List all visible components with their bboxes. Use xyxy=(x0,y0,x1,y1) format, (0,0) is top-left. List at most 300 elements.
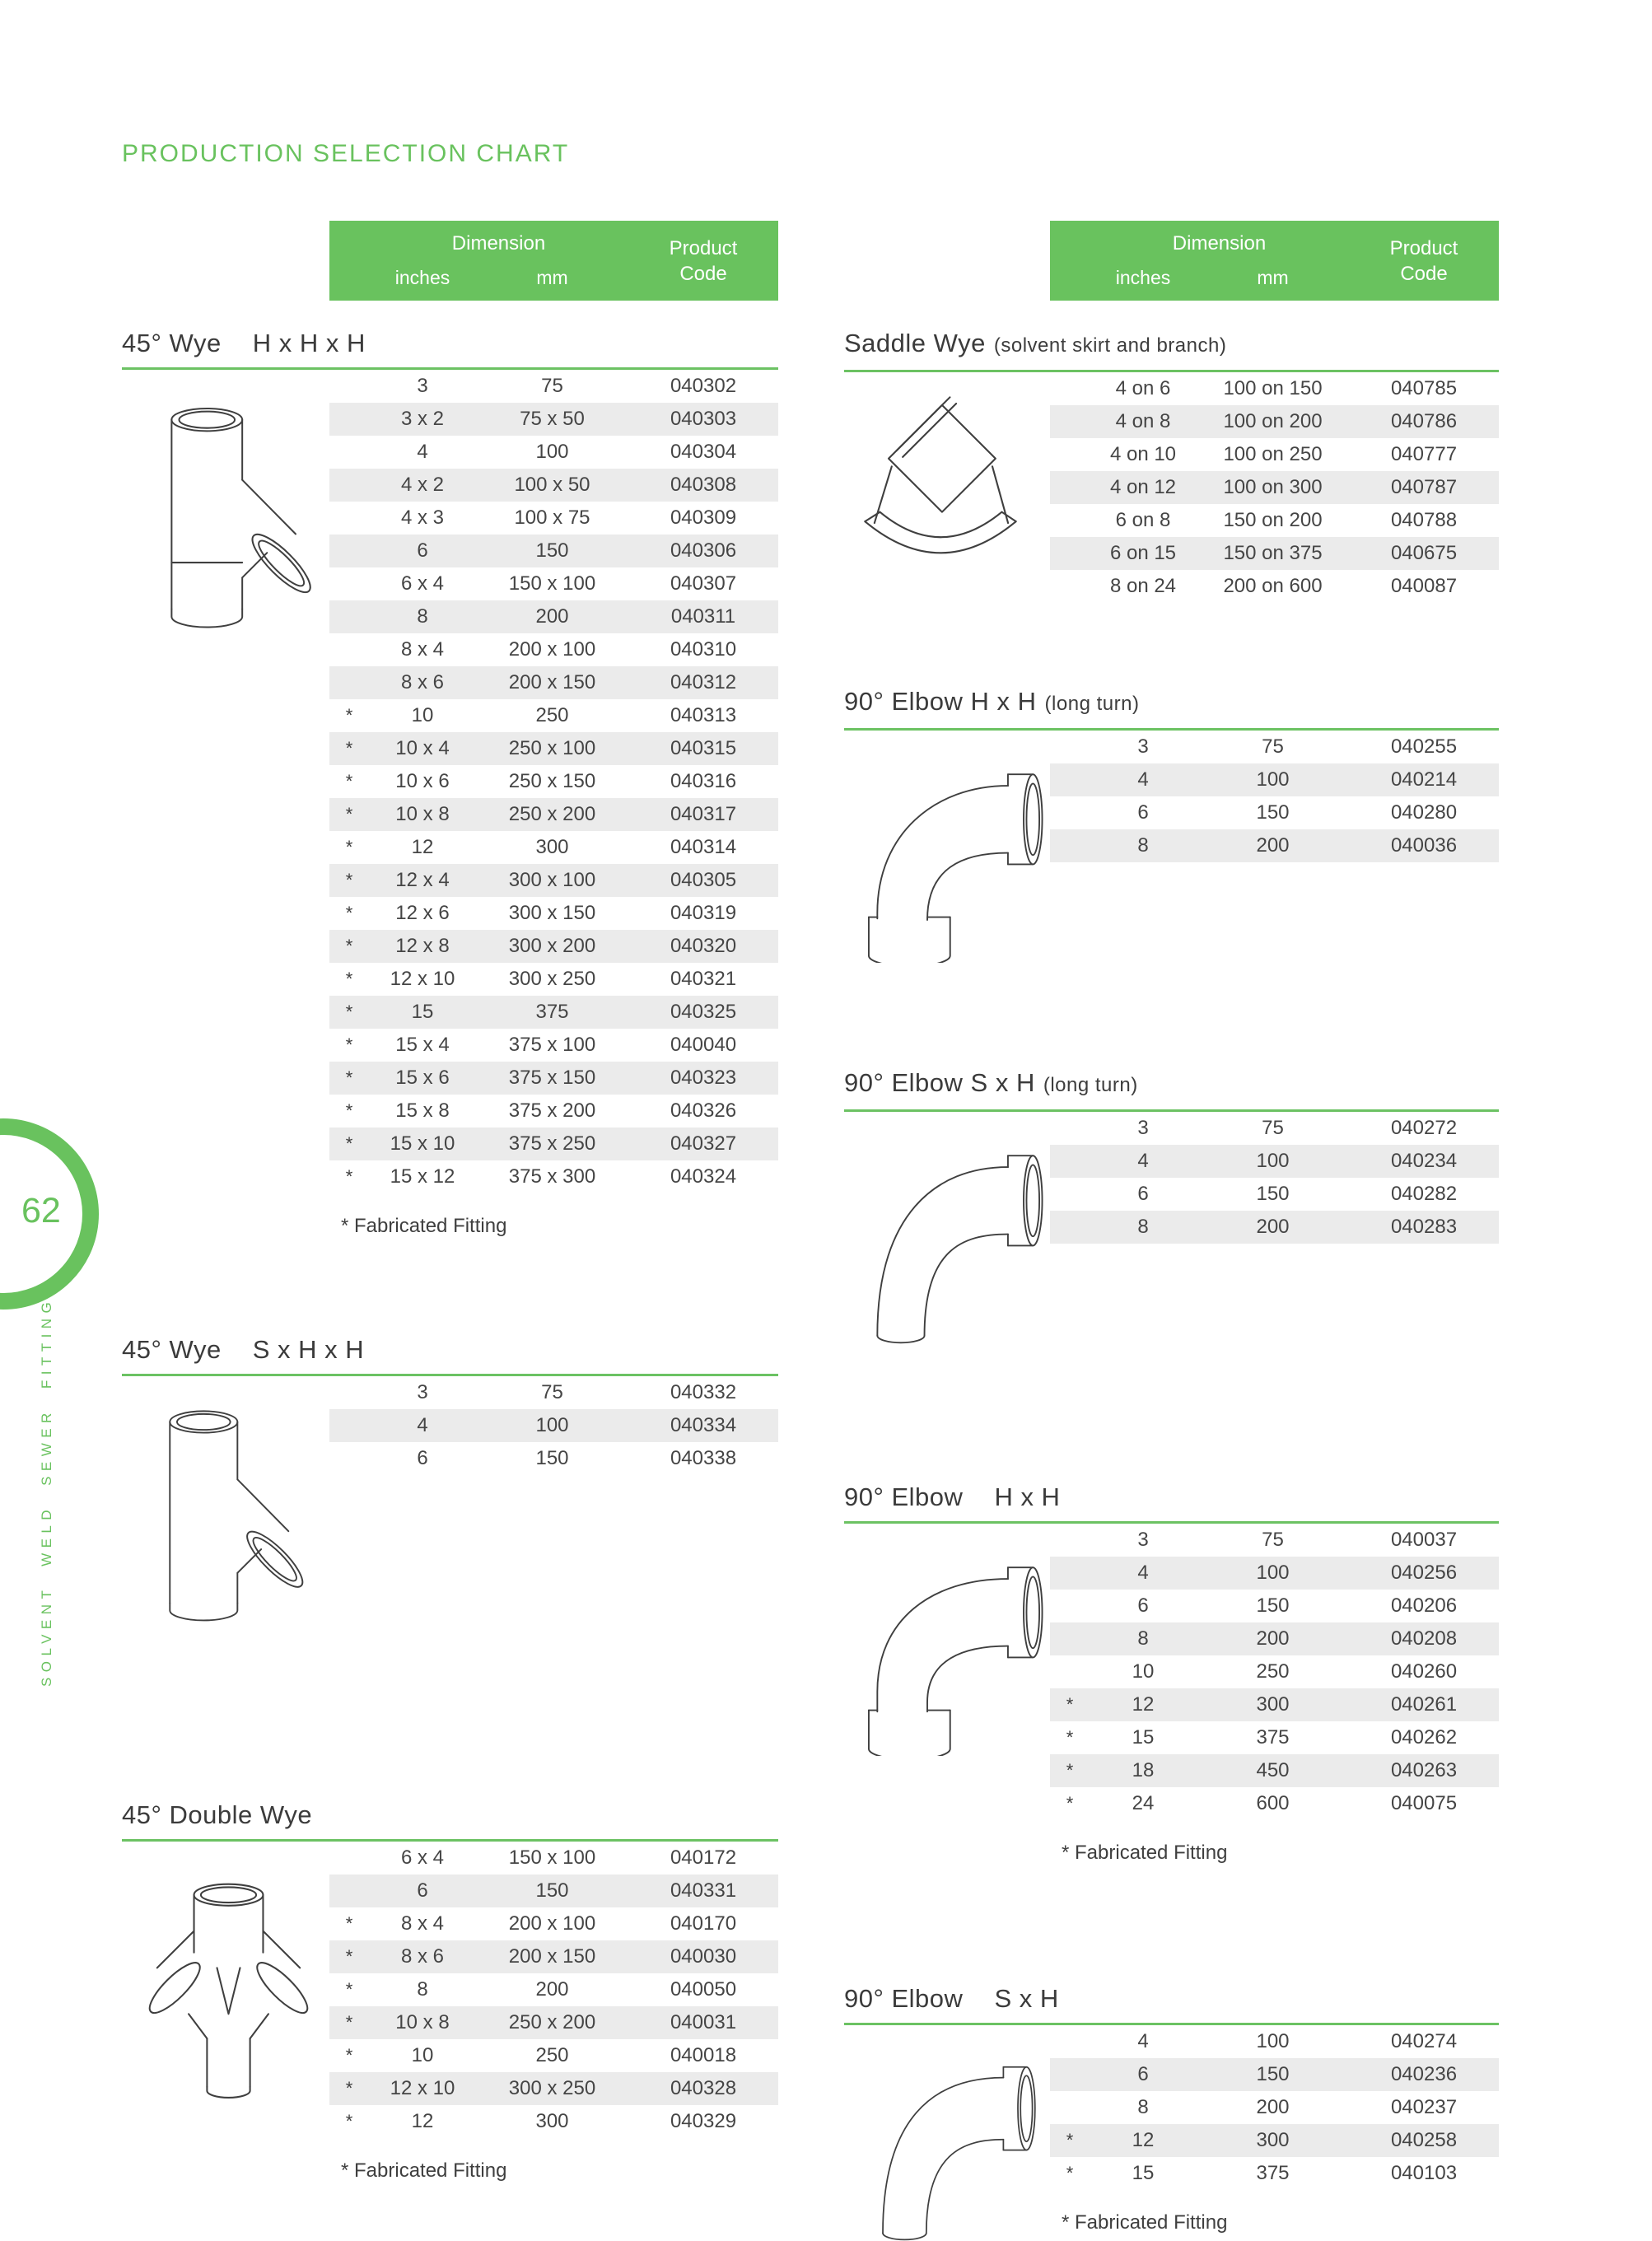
table-row xyxy=(329,666,778,699)
inches-value: 15 x 6 xyxy=(395,1067,450,1089)
table-row xyxy=(1050,537,1499,570)
mm-value: 100 xyxy=(1256,2030,1290,2052)
inches-value: 8 x 6 xyxy=(400,1945,445,1968)
code-value: 040036 xyxy=(1390,834,1458,857)
mm-value: 75 xyxy=(541,375,563,397)
fabricated-marker xyxy=(329,633,369,666)
section-note: (long turn) xyxy=(1044,693,1140,715)
code-value: 040255 xyxy=(1390,735,1458,758)
inches-value: 4 xyxy=(417,441,428,463)
table-row xyxy=(1050,570,1499,603)
section-title: 45° Wye xyxy=(122,1335,222,1364)
code-value: 040075 xyxy=(1390,1792,1458,1814)
mm-value: 75 xyxy=(1262,1117,1284,1139)
fabricated-marker xyxy=(329,1409,369,1442)
inches-value: 3 xyxy=(1137,735,1149,758)
fittings-table xyxy=(1050,1524,1499,1820)
section-heading xyxy=(844,1483,1499,1524)
inches-value: 3 xyxy=(417,1381,428,1403)
table-row xyxy=(1050,1721,1499,1754)
code-value: 040258 xyxy=(1390,2129,1458,2151)
table-row xyxy=(329,469,778,502)
inches-value: 6 xyxy=(1137,801,1149,824)
page-number: 62 xyxy=(21,1191,61,1230)
inches-value: 6 xyxy=(417,1447,428,1469)
code-value: 040263 xyxy=(1390,1759,1458,1781)
code-value: 040172 xyxy=(670,1846,737,1869)
section-note: (solvent skirt and branch) xyxy=(993,334,1227,357)
code-value: 040262 xyxy=(1390,1726,1458,1748)
fabricated-marker: * xyxy=(345,2111,353,2131)
product-code-header: Product Code xyxy=(669,236,738,285)
code-value: 040256 xyxy=(1390,1562,1458,1584)
elbow-hxh-long-illustration xyxy=(844,731,1050,963)
mm-value: 300 xyxy=(535,2110,569,2132)
mm-value: 100 xyxy=(1256,768,1290,791)
mm-value: 200 x 100 xyxy=(508,638,596,661)
mm-value: 375 x 200 xyxy=(508,1099,596,1122)
table-row xyxy=(329,2039,778,2072)
code-value: 040786 xyxy=(1390,410,1458,432)
inches-value: 12 xyxy=(1132,2129,1155,2151)
fabricated-marker xyxy=(1050,1590,1090,1622)
mm-value: 300 xyxy=(535,836,569,858)
code-value: 040103 xyxy=(1390,2162,1458,2184)
fittings-table xyxy=(329,1842,778,2138)
inches-value: 10 xyxy=(411,704,434,726)
table-header-bar-left xyxy=(329,221,778,301)
inches-value: 6 xyxy=(1137,2063,1149,2085)
table-row xyxy=(1050,2091,1499,2124)
table-row xyxy=(1050,1655,1499,1688)
section-heading xyxy=(844,1069,1499,1112)
mm-value: 300 xyxy=(1256,2129,1290,2151)
mm-value: 100 on 200 xyxy=(1223,410,1323,432)
mm-value: 250 x 100 xyxy=(508,737,596,759)
left-column xyxy=(122,221,778,2184)
mm-header: mm xyxy=(536,267,568,288)
table-row xyxy=(329,370,778,403)
inches-value: 6 x 4 xyxy=(400,1846,445,1869)
mm-value: 200 x 150 xyxy=(508,1945,596,1968)
fabricated-marker xyxy=(329,1442,369,1475)
fabricated-marker xyxy=(1050,763,1090,796)
inches-value: 8 xyxy=(417,605,428,628)
section-variant: S x H x H xyxy=(252,1335,365,1364)
inches-header: inches xyxy=(1115,267,1171,288)
mm-value: 300 x 250 xyxy=(508,968,596,990)
fabricated-marker xyxy=(1050,2091,1090,2124)
mm-value: 375 x 250 xyxy=(508,1132,596,1155)
mm-value: 300 x 250 xyxy=(508,2077,596,2099)
code-value: 040311 xyxy=(670,605,736,628)
fabricated-marker: * xyxy=(345,1946,353,1967)
fabricated-marker xyxy=(329,535,369,567)
fabricated-marker xyxy=(1050,471,1090,504)
inches-value: 12 x 4 xyxy=(395,869,450,891)
section-title: Saddle Wye xyxy=(844,329,986,357)
table-row xyxy=(1050,796,1499,829)
mm-value: 150 xyxy=(1256,1594,1290,1617)
table-row xyxy=(329,699,778,732)
inches-value: 4 x 3 xyxy=(400,507,445,529)
mm-value: 250 xyxy=(535,2044,569,2066)
inches-value: 12 x 10 xyxy=(390,968,455,990)
mm-value: 75 x 50 xyxy=(520,408,585,430)
mm-value: 200 x 100 xyxy=(508,1912,596,1935)
section-45-wye-hxhxh xyxy=(122,329,778,1240)
code-value: 040328 xyxy=(670,2077,737,2099)
mm-value: 375 xyxy=(535,1001,569,1023)
mm-value: 100 xyxy=(1256,1562,1290,1584)
code-value: 040018 xyxy=(670,2044,737,2066)
fittings-table xyxy=(329,1376,778,1475)
saddle-wye-illustration xyxy=(844,372,1050,588)
fabricated-marker xyxy=(329,403,369,436)
table-row xyxy=(329,864,778,897)
inches-value: 6 on 8 xyxy=(1115,509,1171,531)
mm-value: 375 x 300 xyxy=(508,1165,596,1188)
fabricated-marker xyxy=(329,600,369,633)
fabricated-marker xyxy=(1050,438,1090,471)
mm-value: 450 xyxy=(1256,1759,1290,1781)
mm-value: 150 x 100 xyxy=(508,572,596,595)
table-row xyxy=(329,567,778,600)
mm-value: 300 x 100 xyxy=(508,869,596,891)
mm-value: 75 xyxy=(1262,735,1284,758)
fabricated-marker: * xyxy=(345,1913,353,1934)
section-title: 45° Double Wye xyxy=(122,1800,313,1829)
code-value: 040332 xyxy=(670,1381,737,1403)
mm-value: 375 x 150 xyxy=(508,1067,596,1089)
code-value: 040274 xyxy=(1390,2030,1458,2052)
fabricated-marker: * xyxy=(345,1001,353,1022)
section-title: 90° Elbow H x H xyxy=(844,687,1037,716)
inches-value: 6 on 15 xyxy=(1109,542,1177,564)
inches-value: 12 xyxy=(411,836,434,858)
table-row xyxy=(1050,1590,1499,1622)
table-row xyxy=(329,600,778,633)
fabricated-fitting-note: * Fabricated Fitting xyxy=(1062,1842,1228,1864)
inches-value: 24 xyxy=(1132,1792,1155,1814)
code-value: 040280 xyxy=(1390,801,1458,824)
table-row xyxy=(329,1376,778,1409)
fabricated-marker: * xyxy=(1066,1793,1074,1814)
mm-value: 250 x 150 xyxy=(508,770,596,792)
table-row xyxy=(1050,2058,1499,2091)
table-row xyxy=(1050,504,1499,537)
table-row xyxy=(1050,1524,1499,1557)
mm-value: 150 x 100 xyxy=(508,1846,596,1869)
code-value: 040303 xyxy=(670,408,737,430)
section-title: 90° Elbow xyxy=(844,1984,964,2013)
code-value: 040777 xyxy=(1390,443,1458,465)
inches-value: 15 xyxy=(1132,2162,1155,2184)
code-value: 040170 xyxy=(670,1912,737,1935)
section-90-elbow-hxh xyxy=(844,1483,1499,1866)
table-row xyxy=(1050,2025,1499,2058)
code-value: 040317 xyxy=(670,803,737,825)
inches-value: 6 xyxy=(1137,1183,1149,1205)
table-row xyxy=(1050,1557,1499,1590)
inches-value: 15 x 4 xyxy=(395,1034,450,1056)
mm-value: 100 on 150 xyxy=(1223,377,1323,399)
code-value: 040237 xyxy=(1390,2096,1458,2118)
inches-value: 10 xyxy=(1132,1660,1155,1683)
code-value: 040261 xyxy=(1390,1693,1458,1716)
inches-value: 10 x 8 xyxy=(395,803,450,825)
inches-value: 4 x 2 xyxy=(400,474,445,496)
inches-value: 12 xyxy=(1132,1693,1155,1716)
fabricated-marker xyxy=(1050,731,1090,763)
fabricated-marker: * xyxy=(345,903,353,923)
inches-value: 3 xyxy=(1137,1529,1149,1551)
fabricated-marker: * xyxy=(345,870,353,890)
inches-value: 8 x 4 xyxy=(400,1912,445,1935)
inches-value: 12 xyxy=(411,2110,434,2132)
table-row xyxy=(1050,405,1499,438)
table-row xyxy=(1050,731,1499,763)
fabricated-marker: * xyxy=(1066,1760,1074,1781)
table-row xyxy=(1050,2157,1499,2190)
inches-value: 12 x 6 xyxy=(395,902,450,924)
code-value: 040310 xyxy=(670,638,737,661)
mm-value: 100 on 250 xyxy=(1223,443,1323,465)
code-value: 040305 xyxy=(670,869,737,891)
elbow-sxh-long-illustration xyxy=(844,1112,1050,1344)
inches-value: 4 xyxy=(417,1414,428,1436)
inches-value: 4 xyxy=(1137,768,1149,791)
mm-value: 150 xyxy=(1256,2063,1290,2085)
table-row xyxy=(329,2006,778,2039)
table-row xyxy=(329,1973,778,2006)
mm-value: 100 xyxy=(1256,1150,1290,1172)
table-row xyxy=(329,2072,778,2105)
mm-value: 200 xyxy=(535,1978,569,2001)
inches-value: 6 xyxy=(417,1879,428,1902)
section-title: 45° Wye xyxy=(122,329,222,357)
code-value: 040306 xyxy=(670,539,737,562)
inches-value: 6 x 4 xyxy=(400,572,445,595)
table-row xyxy=(329,1128,778,1160)
table-row xyxy=(329,2105,778,2138)
fabricated-marker: * xyxy=(345,1133,353,1154)
code-value: 040785 xyxy=(1390,377,1458,399)
mm-value: 250 xyxy=(1256,1660,1290,1683)
table-row xyxy=(329,798,778,831)
code-value: 040302 xyxy=(670,375,737,397)
table-row xyxy=(329,765,778,798)
mm-value: 250 x 200 xyxy=(508,803,596,825)
table-row xyxy=(329,633,778,666)
code-value: 040675 xyxy=(1390,542,1458,564)
code-value: 040087 xyxy=(1390,575,1458,597)
mm-value: 150 on 375 xyxy=(1223,542,1323,564)
inches-value: 8 xyxy=(1137,1627,1149,1650)
table-row xyxy=(329,1160,778,1193)
mm-value: 75 xyxy=(541,1381,563,1403)
code-value: 040304 xyxy=(670,441,737,463)
code-value: 040206 xyxy=(1390,1594,1458,1617)
inches-value: 3 xyxy=(417,375,428,397)
table-row xyxy=(1050,763,1499,796)
inches-value: 4 xyxy=(1137,1150,1149,1172)
table-row xyxy=(329,1029,778,1062)
code-value: 040327 xyxy=(670,1132,737,1155)
table-row xyxy=(1050,1787,1499,1820)
fabricated-marker xyxy=(1050,1178,1090,1211)
fabricated-marker xyxy=(1050,1655,1090,1688)
code-value: 040308 xyxy=(670,474,737,496)
mm-value: 150 xyxy=(535,539,569,562)
code-value: 040326 xyxy=(670,1099,737,1122)
fittings-table xyxy=(329,370,778,1193)
table-row xyxy=(1050,1178,1499,1211)
mm-value: 200 xyxy=(1256,2096,1290,2118)
inches-value: 8 xyxy=(1137,1216,1149,1238)
mm-value: 250 xyxy=(535,704,569,726)
right-column xyxy=(844,221,1499,2241)
fabricated-marker xyxy=(1050,1557,1090,1590)
fabricated-marker: * xyxy=(345,738,353,759)
table-row xyxy=(1050,1688,1499,1721)
fabricated-marker xyxy=(1050,1145,1090,1178)
table-row xyxy=(329,930,778,963)
fabricated-marker xyxy=(1050,405,1090,438)
fabricated-marker xyxy=(1050,1211,1090,1244)
table-row xyxy=(329,1842,778,1875)
section-title: 90° Elbow xyxy=(844,1482,964,1511)
fabricated-marker: * xyxy=(345,1166,353,1187)
fittings-table xyxy=(1050,2025,1499,2190)
mm-value: 200 xyxy=(1256,1627,1290,1650)
fabricated-marker xyxy=(1050,829,1090,862)
table-row xyxy=(1050,1754,1499,1787)
section-heading xyxy=(122,1801,778,1842)
45-wye-spigot-illustration xyxy=(122,1376,329,1625)
mm-value: 200 xyxy=(1256,1216,1290,1238)
fabricated-marker xyxy=(329,567,369,600)
fabricated-marker xyxy=(1050,1622,1090,1655)
fabricated-marker xyxy=(329,469,369,502)
inches-value: 18 xyxy=(1132,1759,1155,1781)
table-row xyxy=(1050,1112,1499,1145)
mm-header: mm xyxy=(1257,267,1289,288)
code-value: 040260 xyxy=(1390,1660,1458,1683)
table-row xyxy=(329,403,778,436)
section-45-double-wye xyxy=(122,1801,778,2184)
mm-value: 300 x 200 xyxy=(508,935,596,957)
code-value: 040307 xyxy=(670,572,737,595)
code-value: 040040 xyxy=(670,1034,737,1056)
inches-value: 6 xyxy=(1137,1594,1149,1617)
inches-value: 10 x 6 xyxy=(395,770,450,792)
mm-value: 200 x 150 xyxy=(508,671,596,693)
code-value: 040309 xyxy=(670,507,737,529)
code-value: 040334 xyxy=(670,1414,737,1436)
inches-value: 4 on 10 xyxy=(1109,443,1177,465)
code-value: 040208 xyxy=(1390,1627,1458,1650)
fabricated-marker: * xyxy=(345,837,353,857)
fabricated-marker: * xyxy=(1066,2130,1074,2150)
mm-value: 375 xyxy=(1256,2162,1290,2184)
code-value: 040030 xyxy=(670,1945,737,1968)
fabricated-marker: * xyxy=(1066,1694,1074,1715)
code-value: 040214 xyxy=(1390,768,1458,791)
inches-value: 4 xyxy=(1137,2030,1149,2052)
fabricated-marker xyxy=(329,370,369,403)
inches-value: 4 xyxy=(1137,1562,1149,1584)
section-variant: H x H x H xyxy=(252,329,366,357)
inches-value: 8 xyxy=(1137,834,1149,857)
code-value: 040331 xyxy=(670,1879,737,1902)
inches-value: 12 x 10 xyxy=(390,2077,455,2099)
table-row xyxy=(329,1062,778,1095)
page-title: PRODUCTION SELECTION CHART xyxy=(122,140,570,167)
code-value: 040329 xyxy=(670,2110,737,2132)
table-row xyxy=(329,963,778,996)
code-value: 040236 xyxy=(1390,2063,1458,2085)
inches-value: 8 x 4 xyxy=(400,638,445,661)
fabricated-marker: * xyxy=(345,2078,353,2099)
fabricated-fitting-note: * Fabricated Fitting xyxy=(341,1215,507,1237)
code-value: 040234 xyxy=(1390,1150,1458,1172)
fabricated-marker xyxy=(1050,2025,1090,2058)
section-heading xyxy=(122,1336,778,1376)
fabricated-marker xyxy=(1050,2058,1090,2091)
fabricated-marker xyxy=(329,666,369,699)
table-row xyxy=(329,996,778,1029)
table-row xyxy=(1050,2124,1499,2157)
fabricated-marker: * xyxy=(345,1067,353,1088)
mm-value: 150 on 200 xyxy=(1223,509,1323,531)
45-wye-illustration xyxy=(122,370,329,635)
code-value: 040316 xyxy=(670,770,737,792)
fabricated-marker: * xyxy=(1066,2163,1074,2183)
fittings-table xyxy=(1050,1112,1499,1244)
fabricated-fitting-note: * Fabricated Fitting xyxy=(341,2159,507,2182)
fabricated-marker: * xyxy=(345,1979,353,2000)
table-row xyxy=(1050,1145,1499,1178)
table-row xyxy=(329,436,778,469)
fittings-table xyxy=(1050,731,1499,862)
fabricated-marker: * xyxy=(345,1034,353,1055)
code-value: 040787 xyxy=(1390,476,1458,498)
fabricated-marker xyxy=(329,436,369,469)
code-value: 040320 xyxy=(670,935,737,957)
fabricated-marker xyxy=(1050,796,1090,829)
section-title: 90° Elbow S x H xyxy=(844,1068,1035,1097)
code-value: 040283 xyxy=(1390,1216,1458,1238)
code-value: 040325 xyxy=(670,1001,737,1023)
mm-value: 100 xyxy=(535,441,569,463)
section-90-elbow-sxh-long-turn xyxy=(844,1069,1499,1344)
table-row xyxy=(1050,829,1499,862)
section-heading xyxy=(844,688,1499,731)
mm-value: 200 xyxy=(1256,834,1290,857)
code-value: 040338 xyxy=(670,1447,737,1469)
inches-value: 3 x 2 xyxy=(400,408,445,430)
inches-value: 10 x 8 xyxy=(395,2011,450,2033)
inches-value: 10 xyxy=(411,2044,434,2066)
fabricated-marker xyxy=(1050,372,1090,405)
product-code-header: Product Code xyxy=(1389,236,1458,285)
fittings-table xyxy=(1050,372,1499,603)
inches-value: 15 x 10 xyxy=(390,1132,455,1155)
code-value: 040321 xyxy=(670,968,737,990)
code-value: 040050 xyxy=(670,1978,737,2001)
fabricated-marker xyxy=(329,1376,369,1409)
